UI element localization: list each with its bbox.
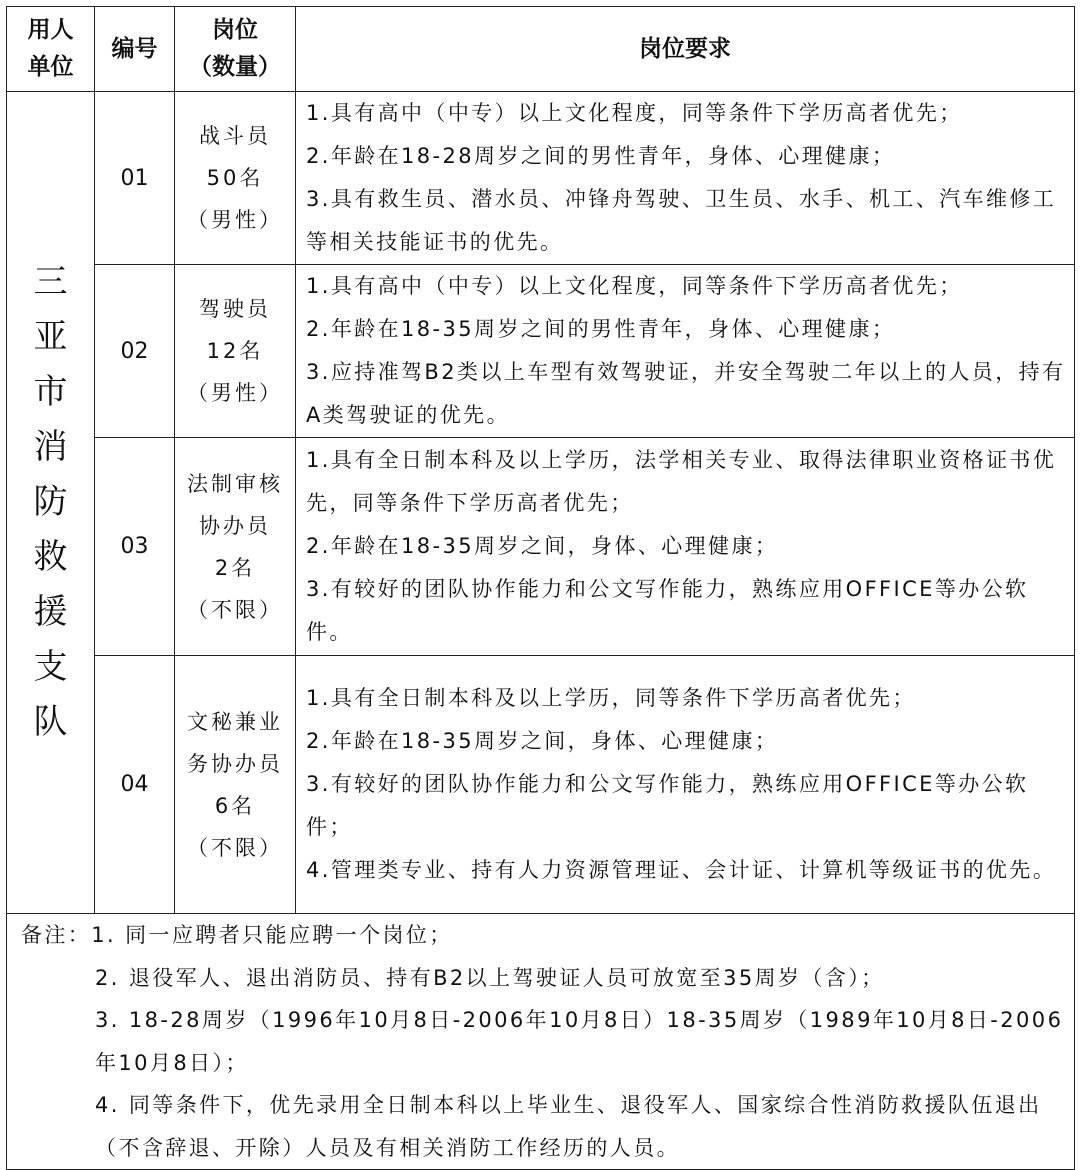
row-requirements — [296, 265, 1075, 438]
requirement-item: 2.年龄在18-28周岁之间的男性青年，身体、心理健康； — [306, 144, 896, 168]
header-unit — [7, 7, 95, 92]
position-line: 驾驶员 — [199, 297, 271, 321]
position-line: （不限） — [187, 597, 283, 622]
recruitment-table — [6, 6, 1075, 1170]
header-position — [175, 7, 296, 92]
row-number: 04 — [95, 656, 175, 914]
position-line: 12名 — [206, 339, 264, 363]
header-number: 编号 — [95, 7, 175, 92]
requirement-item: 1.具有全日制本科及以上学历，法学相关专业、取得法律职业资格证书优先，同等条件下学历高者优先； — [306, 448, 1057, 515]
requirement-item: 3.有较好的团队协作能力和公文写作能力，熟练应用OFFICE等办公软件； — [306, 772, 1029, 839]
notes-row — [7, 914, 1075, 1170]
table-row — [7, 656, 1075, 914]
table-row — [7, 265, 1075, 438]
header-position-line1: 岗位 — [212, 17, 258, 43]
row-position — [175, 438, 296, 656]
position-line: 2名 — [214, 555, 256, 580]
requirement-item: 3.具有救生员、潜水员、冲锋舟驾驶、卫生员、水手、机工、汽车维修工等相关技能证书的优先。 — [306, 187, 1057, 254]
row-position — [175, 265, 296, 438]
row-position — [175, 92, 296, 265]
table-row — [7, 438, 1075, 656]
requirement-item: 2.年龄在18-35周岁之间，身体、心理健康； — [306, 534, 779, 558]
header-position-line2: （数量） — [189, 54, 281, 80]
table-row — [7, 92, 1075, 265]
position-line: 法制审核 — [187, 471, 283, 496]
position-line: 协办员 — [199, 513, 271, 538]
row-requirements — [296, 656, 1075, 914]
row-number: 01 — [95, 92, 175, 265]
row-number: 03 — [95, 438, 175, 656]
position-line: （不限） — [187, 835, 283, 860]
row-requirements — [296, 438, 1075, 656]
row-requirements — [296, 92, 1075, 265]
position-line: 50名 — [206, 166, 264, 190]
requirement-item: 2.年龄在18-35周岁之间，身体、心理健康； — [306, 729, 779, 753]
position-line: 6名 — [214, 793, 256, 818]
position-line: （男性） — [187, 381, 283, 405]
requirement-item: 3.应持准驾B2类以上车型有效驾驶证，并安全驾驶二年以上的人员，持有A类驾驶证的优先。 — [306, 360, 1066, 427]
requirement-item: 1.具有全日制本科及以上学历，同等条件下学历高者优先； — [306, 686, 916, 710]
requirement-item: 1.具有高中（中专）以上文化程度，同等条件下学历高者优先； — [306, 101, 963, 125]
unit-name: 三亚市消防救援支队 — [33, 262, 68, 742]
header-requirements: 岗位要求 — [296, 7, 1075, 92]
position-line: 战斗员 — [199, 124, 271, 148]
note-item: 2. 退役军人、退出消防员、持有B2以上驾驶证人员可放宽至35周岁（含）； — [95, 965, 885, 990]
requirement-item: 2.年龄在18-35周岁之间的男性青年，身体、心理健康； — [306, 317, 896, 341]
note-item: 4. 同等条件下，优先录用全日制本科以上毕业生、退役军人、国家综合性消防救援队伍退出（不含辞退、开除）人员及有相关消防工作经历的人员。 — [95, 1093, 1042, 1160]
position-line: （男性） — [187, 208, 283, 232]
requirement-item: 4.管理类专业、持有人力资源管理证、会计证、计算机等级证书的优先。 — [306, 858, 1057, 882]
recruitment-table-sheet — [6, 6, 1074, 1170]
requirement-item: 3.有较好的团队协作能力和公文写作能力，熟练应用OFFICE等办公软件。 — [306, 577, 1029, 644]
requirement-item: 1.具有高中（中专）以上文化程度，同等条件下学历高者优先； — [306, 274, 963, 298]
row-position — [175, 656, 296, 914]
header-unit-line2: 单位 — [27, 54, 74, 80]
unit-cell — [7, 92, 95, 914]
row-number: 02 — [95, 265, 175, 438]
header-unit-line1: 用人 — [27, 17, 74, 43]
notes-cell — [7, 914, 1075, 1170]
position-line: 文秘兼业 — [187, 709, 283, 734]
table-header-row — [7, 7, 1075, 92]
position-line: 务协办员 — [187, 751, 283, 776]
note-item: 备注：1. 同一应聘者只能应聘一个岗位； — [21, 923, 453, 947]
note-item: 3. 18-28周岁（1996年10月8日-2006年10月8日）18-35周岁（1989年10月8日-2006年10月8日）； — [95, 1008, 1064, 1075]
